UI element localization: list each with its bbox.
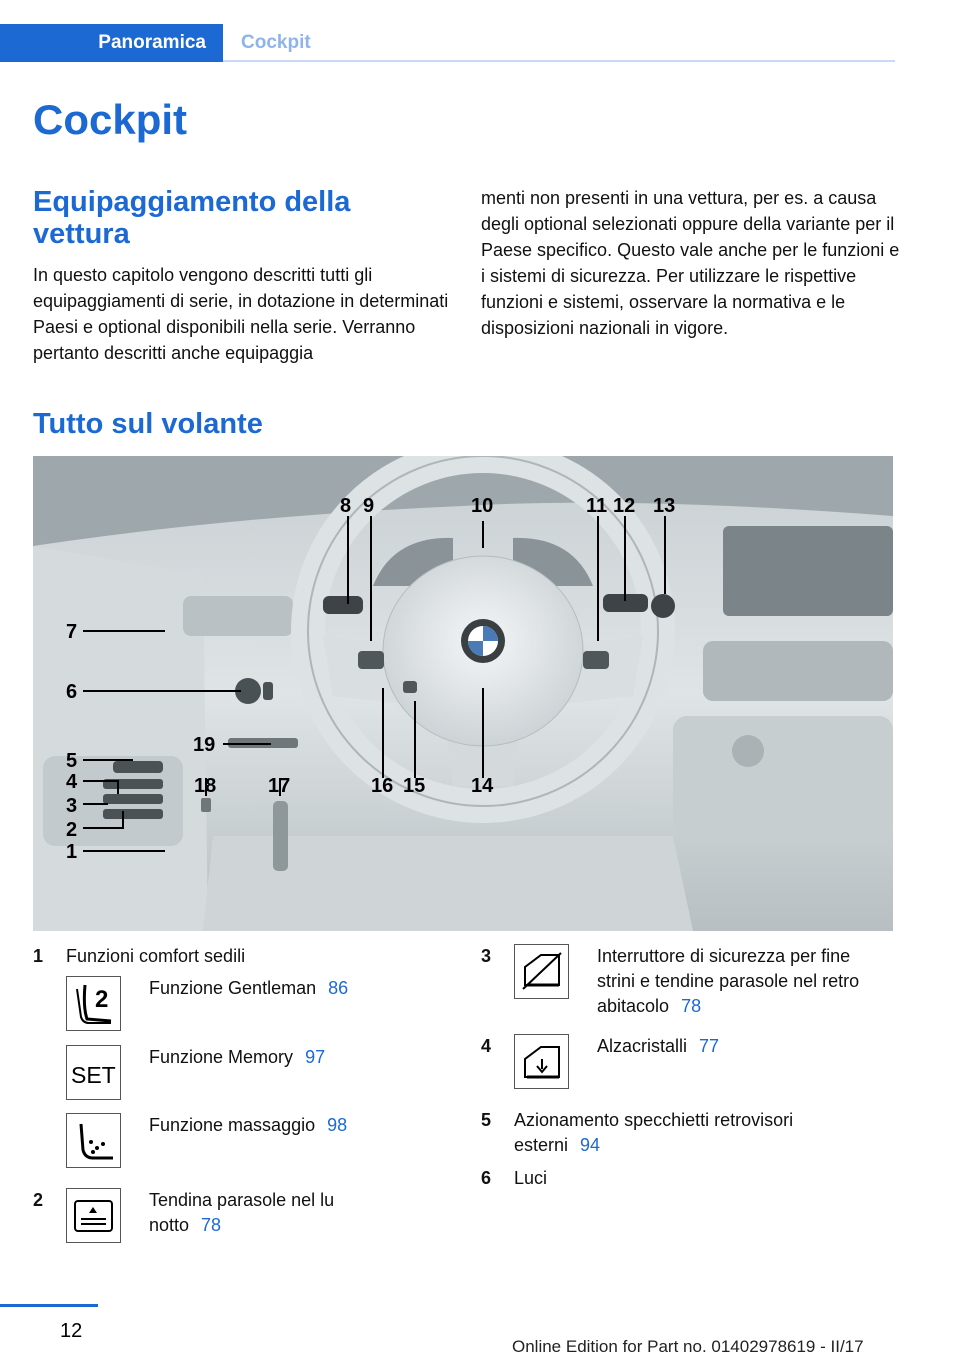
legend-label-3: Interruttore di sicurezza per fine xyxy=(597,946,851,966)
footer-rule xyxy=(0,1304,98,1307)
center-display xyxy=(723,526,893,616)
callout-17: 17 xyxy=(268,775,291,797)
page-ref-77[interactable]: 77 xyxy=(699,1036,720,1056)
callout-5: 5 xyxy=(66,750,78,772)
legend-number-2: 2 xyxy=(33,1190,44,1210)
legend-label-memory: Funzione Memory 97 xyxy=(149,1047,326,1067)
right-spoke-button xyxy=(583,651,609,669)
callout-14: 14 xyxy=(471,775,494,797)
legend-number-6: 6 xyxy=(481,1168,492,1188)
legend-number-1: 1 xyxy=(33,946,44,966)
set-icon xyxy=(66,1045,121,1100)
page-ref-78-b[interactable]: 78 xyxy=(681,996,702,1016)
rear-sunblind-icon xyxy=(66,1188,121,1243)
legend-label-3-line2: strini e tendine parasole nel retro xyxy=(597,971,860,991)
window-lock-icon xyxy=(514,944,569,999)
set-icon-text: SET xyxy=(71,1062,116,1088)
intro-paragraph-right: menti non presenti in una vettura, per es. a causa degli optional selezionati oppure della variante per il Paese specifico. Questo vale anche per le funzioni e i sistemi di sicurezza. Per utilizzare le rispettive funzioni e sistemi, osservare la normativa e le disposizioni nazionali in vigore. xyxy=(481,188,900,338)
callout-13: 13 xyxy=(653,495,676,517)
start-stop-button xyxy=(651,594,675,618)
tab-cockpit[interactable]: Cockpit xyxy=(241,32,311,53)
callout-4: 4 xyxy=(66,771,78,793)
intro-paragraph-left: In questo capitolo vengono descritti tutti gli equipaggiamenti di serie, in dotazione in determinati Paesi e optional disponibili nella serie. Verranno pertanto descritti anche equipaggia xyxy=(33,265,449,363)
section-title-equipment: Equipaggiamento della vettura xyxy=(33,186,351,250)
callout-16: 16 xyxy=(371,775,394,797)
console-knob xyxy=(732,735,764,767)
legend-label-massage: Funzione massaggio 98 xyxy=(149,1115,348,1135)
legend-number-3: 3 xyxy=(481,946,492,966)
cockpit-illustration xyxy=(33,456,893,931)
svg-text:2: 2 xyxy=(95,986,109,1013)
cockpit-drawing xyxy=(33,456,893,931)
legend-label-1: Funzioni comfort sedili xyxy=(66,946,246,966)
callout-9: 9 xyxy=(363,495,375,517)
legend-label-gentleman: Funzione Gentleman 86 xyxy=(149,978,349,998)
page-ref-78-a[interactable]: 78 xyxy=(201,1215,222,1235)
legend-label-6: Luci xyxy=(514,1168,548,1188)
legend-number-4: 4 xyxy=(481,1036,492,1056)
window-lift-icon xyxy=(514,1034,569,1089)
left-stalk xyxy=(323,596,363,614)
callout-7: 7 xyxy=(66,621,78,643)
callout-8: 8 xyxy=(340,495,352,517)
callout-18: 18 xyxy=(194,775,217,797)
legend-label-4: Alzacristalli 77 xyxy=(597,1036,720,1056)
callout-19: 19 xyxy=(193,734,216,756)
page-number: 12 xyxy=(60,1320,83,1342)
left-spoke-button xyxy=(358,651,384,669)
left-vent xyxy=(183,596,293,636)
page-ref-86[interactable]: 86 xyxy=(328,978,349,998)
legend-label-2: Tendina parasole nel lu xyxy=(149,1190,335,1210)
callout-10: 10 xyxy=(471,495,494,517)
page-ref-98[interactable]: 98 xyxy=(327,1115,348,1135)
page-ref-97[interactable]: 97 xyxy=(305,1047,326,1067)
center-vent xyxy=(703,641,893,701)
callout-11: 11 xyxy=(586,495,608,517)
legend-label-3-line3: abitacolo 78 xyxy=(597,996,702,1016)
footer-edition: Online Edition for Part no. 01402978619 - II/17 xyxy=(512,1337,864,1356)
callout-3: 3 xyxy=(66,795,78,817)
section-title-steering: Tutto sul volante xyxy=(33,408,263,440)
legend-label-5: Azionamento specchietti retrovisori xyxy=(514,1110,794,1130)
callout-15: 15 xyxy=(403,775,426,797)
tab-underline xyxy=(223,60,895,62)
page-title: Cockpit xyxy=(33,96,188,143)
massage-seat-icon xyxy=(66,1113,121,1168)
header-tabs xyxy=(0,24,895,62)
center-console xyxy=(673,716,893,836)
legend-label-2-line2: notto 78 xyxy=(149,1215,222,1235)
callout-1: 1 xyxy=(66,841,78,863)
callout-12: 12 xyxy=(613,495,636,517)
callout-6: 6 xyxy=(66,681,78,703)
door-panel xyxy=(33,546,208,931)
legend-number-5: 5 xyxy=(481,1110,492,1130)
gentleman-seat-icon xyxy=(66,976,121,1031)
tab-panoramica[interactable]: Panoramica xyxy=(0,24,223,62)
page-ref-94[interactable]: 94 xyxy=(580,1135,601,1155)
callout-2: 2 xyxy=(66,819,78,841)
legend-label-5-line2: esterni 94 xyxy=(514,1135,601,1155)
